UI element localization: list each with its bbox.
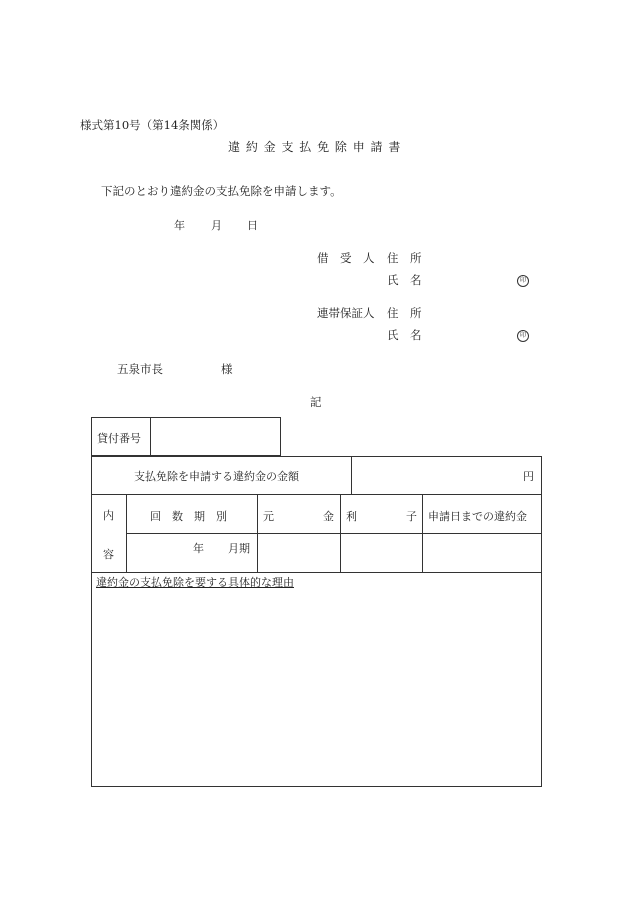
seal-glyph: 印 — [517, 330, 529, 342]
reason-field[interactable] — [96, 592, 536, 780]
intro-text: 下記のとおり違約金の支払免除を申請します。 — [101, 184, 342, 198]
col-header-principal-b: 金 — [323, 510, 334, 523]
date-month-label: 月 — [211, 219, 222, 232]
row-divider-2 — [126, 533, 542, 534]
form-number: 様式第10号（第14条関係） — [80, 118, 225, 132]
loan-number-field[interactable] — [156, 430, 276, 444]
col-divider-breakdown — [126, 494, 127, 572]
col-header-interest-a: 利 — [346, 510, 357, 523]
borrower-address-label: 住 所 — [387, 251, 422, 265]
date-day-label: 日 — [247, 219, 258, 232]
note-heading: 記 — [310, 395, 322, 409]
reason-label: 違約金の支払免除を要する具体的な理由 — [96, 576, 294, 589]
exemption-amount-label: 支払免除を申請する違約金の金額 — [134, 470, 299, 483]
col-header-penalty: 申請日までの違約金 — [428, 510, 527, 523]
col-header-interest-b: 子 — [406, 510, 417, 523]
loan-number-label: 貸付番号 — [97, 432, 141, 445]
yen-unit: 円 — [523, 470, 534, 483]
date-year-label: 年 — [174, 219, 185, 232]
cosigner-name-label: 氏 名 — [387, 328, 422, 342]
period-year-label: 年 — [193, 542, 204, 555]
loan-number-divider — [150, 417, 151, 456]
principal-field[interactable] — [261, 538, 336, 568]
borrower-seal-icon — [517, 272, 529, 287]
cosigner-seal-icon — [517, 327, 529, 342]
col-header-period: 回 数 期 別 — [150, 510, 227, 523]
borrower-name-label: 氏 名 — [387, 273, 422, 287]
breakdown-label-bottom: 容 — [103, 548, 114, 561]
cosigner-label: 連帯保証人 — [317, 306, 375, 320]
period-month-label: 月期 — [228, 542, 250, 555]
col-divider-interest — [422, 494, 423, 572]
exemption-amount-field[interactable] — [357, 466, 517, 482]
breakdown-label-top: 内 — [103, 509, 114, 522]
seal-glyph: 印 — [517, 275, 529, 287]
addressee-honorific: 様 — [221, 362, 233, 376]
cosigner-address-label: 住 所 — [387, 306, 422, 320]
col-divider-period — [257, 494, 258, 572]
interest-field[interactable] — [344, 538, 418, 568]
row-divider-3 — [91, 572, 542, 573]
document-title: 違 約 金 支 払 免 除 申 請 書 — [228, 140, 402, 154]
col-divider-principal — [340, 494, 341, 572]
penalty-field[interactable] — [426, 538, 538, 568]
amount-divider — [351, 456, 352, 494]
borrower-label: 借 受 人 — [317, 251, 375, 265]
addressee: 五泉市長 — [117, 362, 163, 376]
col-header-principal-a: 元 — [263, 510, 274, 523]
row-divider-1 — [91, 494, 542, 495]
